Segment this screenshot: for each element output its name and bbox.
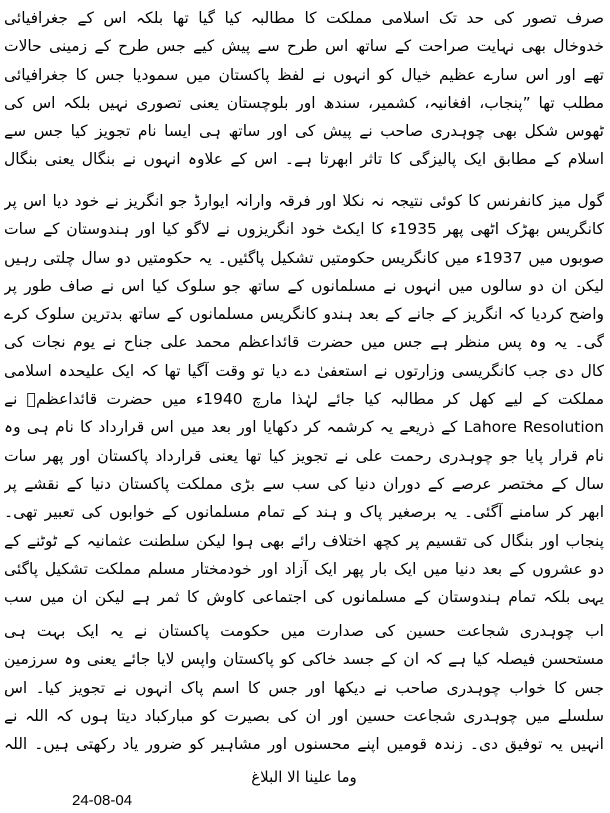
paragraph-2: گول میز کانفرنس کا کوئی نتیجہ نہ نکلا اور فرقہ وارانہ ایوارڈ جو انگریز نے خود دیا اس پر کانگریس بھڑک اٹھی پھر 1935ء کا ایکٹ خود انگریزوں نے لاگو کیا اور ہندوستان کے سات صوبوں میں 1937ء میں کانگریس حکومتیں تشکیل پاگئیں۔ یہ حکومتیں دو سال چلتی رہیں لیکن ان دو سالوں میں انہوں نے مسلمانوں کے ساتھ جو سلوک کیا اس نے صاف طور پر واضح کردیا کہ انگریز کے جانے کے بعد ہندو کانگریس مسلمانوں کے ساتھ بدترین سلوک کرے گی۔ یہ وہ پس منظر ہے جس میں حضرت قائداعظم محمد علی جناح نے یوم نجات کی کال دی جب کانگریسی وزارتوں نے استعفیٰ دے دیا تو وقت آگیا تھا کہ ایک علیحدہ اسلامی مملکت کے لیے کھل کر مطالبہ کیا جائے لہٰذا مارچ 1940ء میں حضرت قائداعظمؒ نے Lahore Resolution کے ذریعے یہ کرشمہ کر دکھایا اور بعد میں اس قرارداد کا نام ہی وہ نام قرار پایا جو چوہدری رحمت علی نے تجویز کیا تھا یعنی قرارداد پاکستان اور پھر سات سال کے مختصر عرصے کے دوران دنیا کی سب سے بڑی مملکت پاکستان دنیا کے نقشے پر ابھر کر سامنے آگئی۔ یہ برصغیر پاک و ہند کے تمام مسلمانوں کے خوابوں کی تعبیر تھی۔ پنجاب اور بنگال کی تقسیم پر کچھ اختلاف رائے بھی ہوا لیکن سلطنت عثمانیہ کے ٹوٹنے کے دو عشروں کے بعد دنیا میں ایک بار پھر ایک آزاد اور خودمختار مسلم مملکت تشکیل پاگئی یہی بلکہ تمام ہندوستان کے مسلمانوں کی اجتماعی کاوش کا ثمر ہے لیکن ان میں سب — [4, 192, 604, 607]
article-date: 24-08-04 — [72, 792, 133, 809]
closing-line: وما علینا الا البلاغ — [251, 768, 357, 786]
paragraph-3: اب چوہدری شجاعت حسین کی صدارت میں حکومت پاکستان نے یہ ایک بہت ہی مستحسن فیصلہ کیا ہے کہ ان کے جسد خاکی کو پاکستان واپس لایا جائے یعنی وہ سرزمین جس کا خواب چوہدری صاحب نے دیکھا اور جس کا اسم پاک انہوں نے تجویز کیا۔ اس سلسلے میں چوہدری شجاعت حسین اور ان کی بصیرت کو مبارکباد دیتا ہوں کہ اللہ نے انہیں یہ توفیق دی۔ زندہ قومیں اپنے محسنوں اور مشاہیر کو ضرور یاد رکھتی ہیں۔ اللہ — [4, 622, 604, 754]
article-page — [4, 4, 604, 809]
paragraph-1: صرف تصور کی حد تک اسلامی مملکت کا مطالبہ کیا گیا تھا بلکہ اس کے جغرافیائی خدوخال بھی نہایت صراحت کے ساتھ اس طرح سے پیش کیے جس طرح کے زمینی حالات تھے اور اس سارے عظیم خیال کو انہوں نے لفظ پاکستان میں سمودیا جس کا جغرافیائی مطلب تھا ”پنجاب، افغانیہ، کشمیر، سندھ اور بلوچستان یعنی تصوری نہیں بلکہ اس کی ٹھوس شکل بھی چوہدری صاحب نے پیش کی اور ساتھ ہی ایسا نام تجویز کیا جس سے اسلام کے مطابق ایک پالیزگی کا تاثر ابھرتا ہے۔ اس کے علاوہ انہوں نے بنگال یعنی بنگال — [4, 9, 604, 169]
